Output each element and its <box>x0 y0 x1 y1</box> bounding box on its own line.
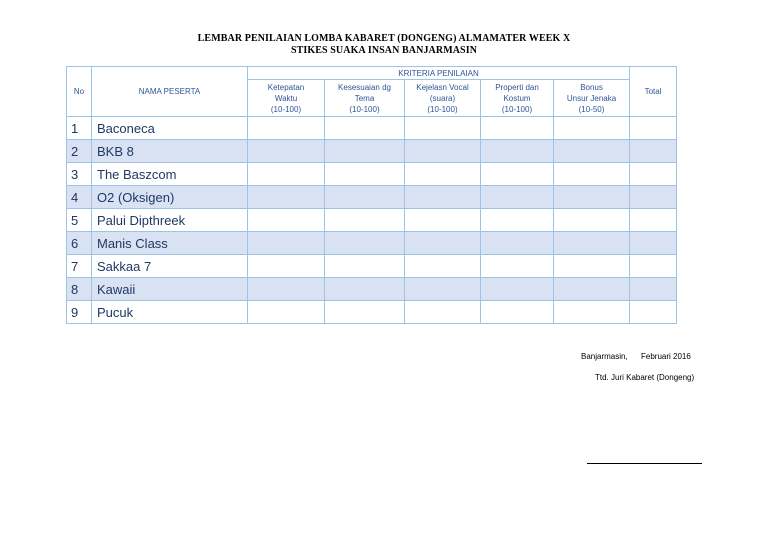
column-header-kriteria: KRITERIA PENILAIAN <box>248 67 630 80</box>
criteria-name: Bonus <box>580 82 603 92</box>
score-cell[interactable] <box>325 209 405 232</box>
criteria-header <box>248 80 325 117</box>
score-cell[interactable] <box>405 163 481 186</box>
score-cell[interactable] <box>554 163 630 186</box>
criteria-header <box>554 80 630 117</box>
row-number: 6 <box>67 232 92 255</box>
row-number: 7 <box>67 255 92 278</box>
total-cell[interactable] <box>630 163 677 186</box>
score-cell[interactable] <box>554 117 630 140</box>
score-cell[interactable] <box>405 140 481 163</box>
criteria-name-cont: Kostum <box>503 93 531 103</box>
score-cell[interactable] <box>248 301 325 324</box>
criteria-name: Properti dan <box>495 82 539 92</box>
score-cell[interactable] <box>325 117 405 140</box>
total-cell[interactable] <box>630 278 677 301</box>
criteria-name: Kesesuaian dg <box>338 82 391 92</box>
row-number: 9 <box>67 301 92 324</box>
score-cell[interactable] <box>248 278 325 301</box>
column-header-total: Total <box>630 67 677 117</box>
score-cell[interactable] <box>325 186 405 209</box>
score-cell[interactable] <box>248 209 325 232</box>
score-table <box>66 66 677 324</box>
criteria-range: (10-50) <box>578 104 605 114</box>
score-cell[interactable] <box>248 117 325 140</box>
score-cell[interactable] <box>248 232 325 255</box>
table-row <box>67 186 677 209</box>
score-cell[interactable] <box>248 186 325 209</box>
column-header-nama: NAMA PESERTA <box>92 67 248 117</box>
criteria-name: Kejelasn Vocal <box>416 82 469 92</box>
participant-name: O2 (Oksigen) <box>92 186 248 209</box>
criteria-header <box>325 80 405 117</box>
score-cell[interactable] <box>481 163 554 186</box>
table-row <box>67 117 677 140</box>
score-cell[interactable] <box>554 186 630 209</box>
table-row <box>67 163 677 186</box>
score-cell[interactable] <box>405 278 481 301</box>
score-cell[interactable] <box>248 255 325 278</box>
criteria-header <box>481 80 554 117</box>
participant-name: Palui Dipthreek <box>92 209 248 232</box>
signature-line <box>587 463 702 464</box>
document-subtitle: STIKES SUAKA INSAN BANJARMASIN <box>290 45 478 56</box>
row-number: 5 <box>67 209 92 232</box>
score-cell[interactable] <box>325 140 405 163</box>
score-cell[interactable] <box>481 117 554 140</box>
column-header-no: No <box>67 67 92 117</box>
score-cell[interactable] <box>405 117 481 140</box>
row-number: 8 <box>67 278 92 301</box>
criteria-range: (10-100) <box>270 104 302 114</box>
score-cell[interactable] <box>405 209 481 232</box>
participant-name: The Baszcom <box>92 163 248 186</box>
table-row <box>67 278 677 301</box>
total-cell[interactable] <box>630 117 677 140</box>
document-title: LEMBAR PENILAIAN LOMBA KABARET (DONGENG) ALMAMATER WEEK X <box>197 33 571 44</box>
score-cell[interactable] <box>554 209 630 232</box>
criteria-name-cont: Waktu <box>274 93 298 103</box>
signature-label: Ttd. Juri Kabaret (Dongeng) <box>595 373 695 382</box>
score-cell[interactable] <box>325 232 405 255</box>
criteria-range: (10-100) <box>427 104 458 114</box>
criteria-name-cont: (suara) <box>429 93 456 103</box>
score-cell[interactable] <box>405 255 481 278</box>
criteria-range: (10-100) <box>349 104 380 114</box>
score-cell[interactable] <box>554 301 630 324</box>
score-cell[interactable] <box>481 255 554 278</box>
score-cell[interactable] <box>325 278 405 301</box>
participant-name: Pucuk <box>92 301 248 324</box>
score-cell[interactable] <box>325 301 405 324</box>
score-cell[interactable] <box>481 278 554 301</box>
score-cell[interactable] <box>554 232 630 255</box>
score-cell[interactable] <box>481 232 554 255</box>
table-row <box>67 255 677 278</box>
score-cell[interactable] <box>554 278 630 301</box>
total-cell[interactable] <box>630 301 677 324</box>
score-cell[interactable] <box>248 163 325 186</box>
participant-name: Kawaii <box>92 278 248 301</box>
score-cell[interactable] <box>405 232 481 255</box>
score-cell[interactable] <box>481 140 554 163</box>
score-cell[interactable] <box>481 186 554 209</box>
score-cell[interactable] <box>481 301 554 324</box>
place-date: Banjarmasin, Februari 2016 <box>581 352 691 361</box>
criteria-name-cont: Tema <box>354 93 375 103</box>
score-cell[interactable] <box>554 140 630 163</box>
score-cell[interactable] <box>481 209 554 232</box>
participant-name: BKB 8 <box>92 140 248 163</box>
score-cell[interactable] <box>405 301 481 324</box>
table-row <box>67 140 677 163</box>
total-cell[interactable] <box>630 232 677 255</box>
row-number: 4 <box>67 186 92 209</box>
criteria-header <box>405 80 481 117</box>
row-number: 3 <box>67 163 92 186</box>
total-cell[interactable] <box>630 186 677 209</box>
score-cell[interactable] <box>405 186 481 209</box>
table-row <box>67 209 677 232</box>
participant-name: Baconeca <box>92 117 248 140</box>
total-cell[interactable] <box>630 209 677 232</box>
criteria-name-cont: Unsur Jenaka <box>566 93 617 103</box>
participant-name: Manis Class <box>92 232 248 255</box>
score-cell[interactable] <box>325 163 405 186</box>
row-number: 1 <box>67 117 92 140</box>
criteria-name: Ketepatan <box>267 82 305 92</box>
score-cell[interactable] <box>325 255 405 278</box>
score-cell[interactable] <box>554 255 630 278</box>
participant-name: Sakkaa 7 <box>92 255 248 278</box>
total-cell[interactable] <box>630 140 677 163</box>
total-cell[interactable] <box>630 255 677 278</box>
table-row <box>67 232 677 255</box>
criteria-range: (10-100) <box>501 104 533 114</box>
row-number: 2 <box>67 140 92 163</box>
score-cell[interactable] <box>248 140 325 163</box>
table-row <box>67 301 677 324</box>
